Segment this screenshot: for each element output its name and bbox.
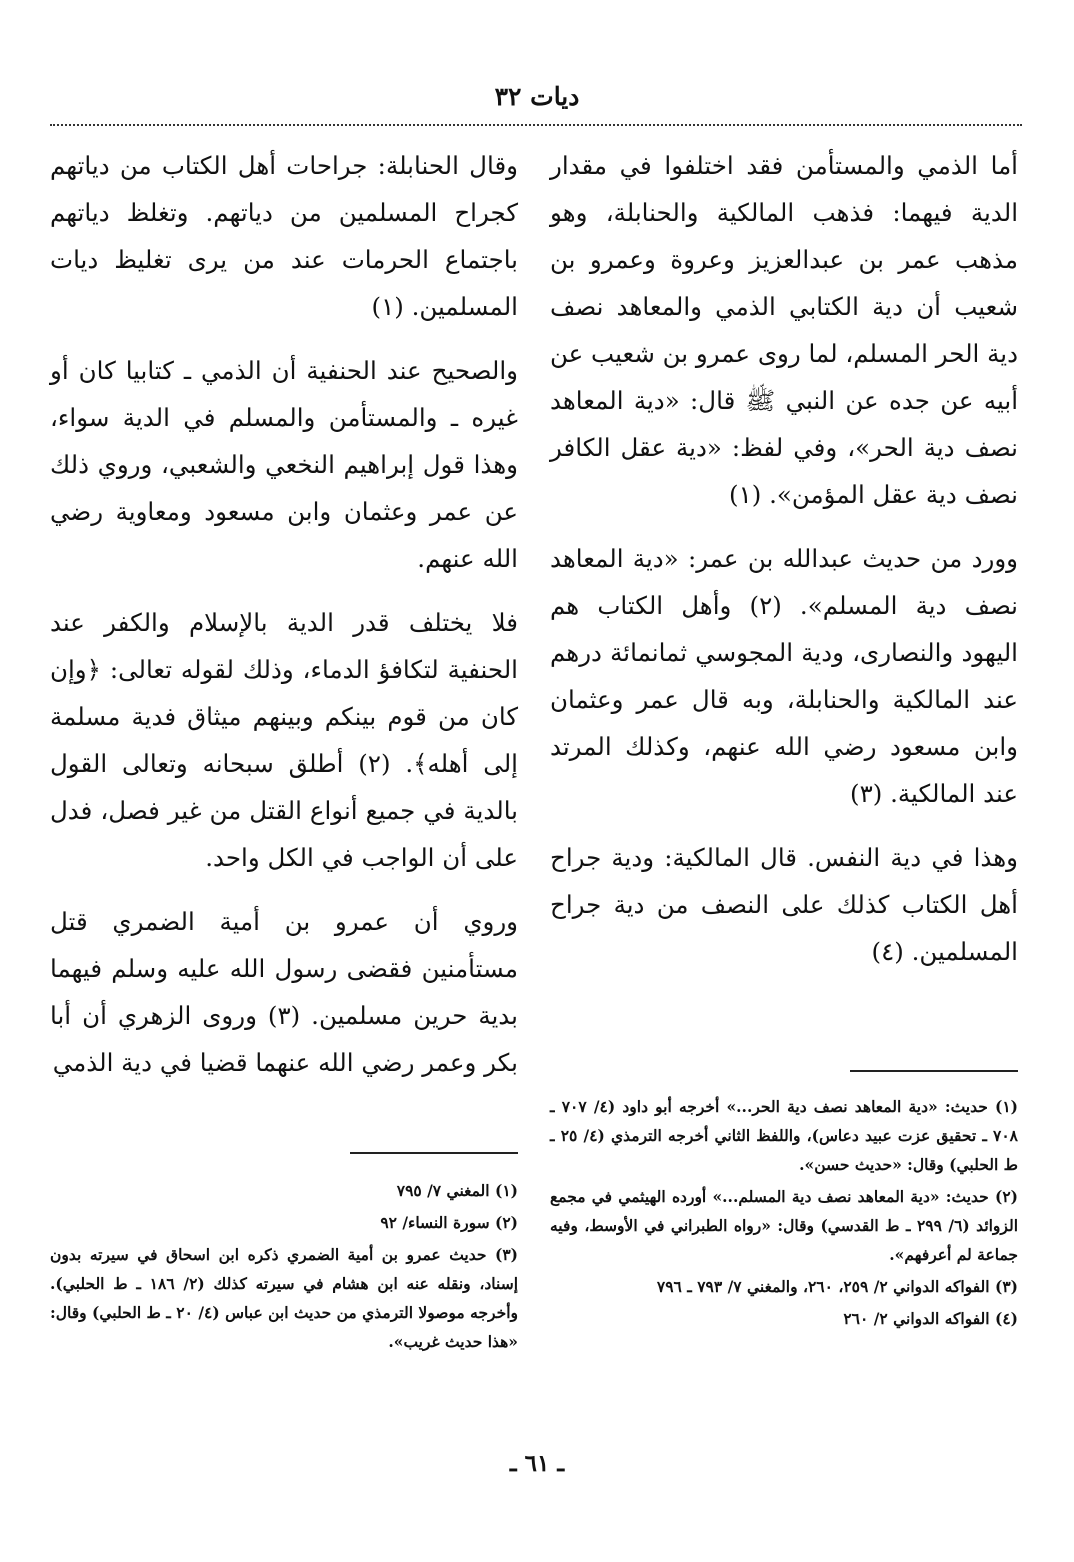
footnote-separator (350, 1152, 518, 1154)
footnote: (٢) سورة النساء/ ٩٢ (380, 1213, 518, 1232)
paragraph: وورد من حديث عبدالله بن عمر: «دية المعاهد نصف دية المسلم». (٢) وأهل الكتاب هم اليهود والنصارى، ودية المجوسي ثمانمائة درهم عند المالكية والحنابلة، وبه قال عمر وعثمان وابن مسعود رضي الله عنهم، وكذلك المرتد عند المالكية. (٣) (550, 544, 1019, 808)
paragraph: وروي أن عمرو بن أمية الضمري قتل مستأمنين فقضى رسول الله عليه وسلم فيهما بدية حرين مسلمين. (٣) وروى الزهري أن أبا بكر وعمر رضي الله عنهما قضيا في دية الذمي (50, 907, 518, 1077)
footnote: (٣) حديث عمرو بن أمية الضمري ذكره ابن اسحاق في سيرته بدون إسناد، ونقله عنه ابن هشام في سيرته كذلك (٢/ ١٨٦ ـ ط الحلبي). وأخرجه موصولا الترمذي من حديث ابن عباس (٤/ ٢٠ ـ ط الحلبي) وقال: «هذا حديث غريب». (50, 1245, 518, 1351)
paragraph: وقال الحنابلة: جراحات أهل الكتاب من دياتهم كجراح المسلمين من دياتهم. وتغلظ دياتهم باجتماع الحرمات عند من يرى تغليظ ديات المسلمين. (١) (50, 151, 518, 321)
page-number: ـ ٦١ ـ (509, 1450, 565, 1477)
right-column (550, 142, 1018, 992)
paragraph: أما الذمي والمستأمن فقد اختلفوا في مقدار الدية فيهما: فذهب المالكية والحنابلة، وهو مذهب عمر بن عبدالعزيز وعروة وعمرو بن شعيب أن دية الكتابي الذمي والمعاهد نصف دية الحر المسلم، لما روى عمرو بن شعيب عن أبيه عن جده عن النبي ﷺ قال: «دية المعاهد نصف دية الحر»، وفي لفظ: «دية عقل الكافر نصف دية عقل المؤمن». (١) (550, 151, 1018, 509)
header-dotted-rule (50, 124, 1022, 126)
paragraph: وهذا في دية النفس. قال المالكية: ودية جراح أهل الكتاب كذلك على النصف من دية جراح المسلمين. (٤) (550, 843, 1018, 966)
footnote: (١) المغني ٧/ ٧٩٥ (396, 1181, 518, 1200)
paragraph: فلا يختلف قدر الدية بالإسلام والكفر عند الحنفية لتكافؤ الدماء، وذلك لقوله تعالى: ﴿وإن كان من قوم بينكم وبينهم ميثاق فدية مسلمة إلى أهله﴾. (٢) أطلق سبحانه وتعالى القول بالدية في جميع أنواع القتل من غير فصل، فدل على أن الواجب في الكل واحد. (50, 608, 518, 872)
left-column (50, 142, 518, 1103)
footnote: (٣) الفواكه الدواني ٢/ ٢٥٩، ٢٦٠، والمغني ٧/ ٧٩٣ ـ ٧٩٦ (656, 1277, 1018, 1296)
footnote-separator (850, 1070, 1018, 1072)
paragraph: والصحيح عند الحنفية أن الذمي ـ كتابيا كان أو غيره ـ والمستأمن والمسلم في الدية سواء، وهذا قول إبراهيم النخعي والشعبي، وروي ذلك عن عمر وعثمان وابن مسعود ومعاوية رضي الله عنهم. (50, 356, 518, 573)
footnote: (٤) الفواكه الدواني ٢/ ٢٦٠ (843, 1309, 1018, 1328)
footnote: (٢) حديث: «دية المعاهد نصف دية المسلم...» أورده الهيثمي في مجمع الزوائد (٦/ ٢٩٩ ـ ط القدسي) وقال: «رواه الطبراني في الأوسط، وفيه جماعة لم أعرفهم». (550, 1187, 1019, 1264)
footnote: (١) حديث: «دية المعاهد نصف دية الحر...» أخرجه أبو داود (٤/ ٧٠٧ ـ ٧٠٨ ـ تحقيق عزت عبيد دعاس)، واللفظ الثاني أخرجه الترمذي (٤/ ٢٥ ـ ط الحلبي) وقال: «حديث حسن». (550, 1097, 1019, 1174)
right-footnotes (550, 1092, 1018, 1336)
running-title: ديات ٣٢ (494, 82, 580, 111)
left-footnotes (50, 1176, 518, 1359)
